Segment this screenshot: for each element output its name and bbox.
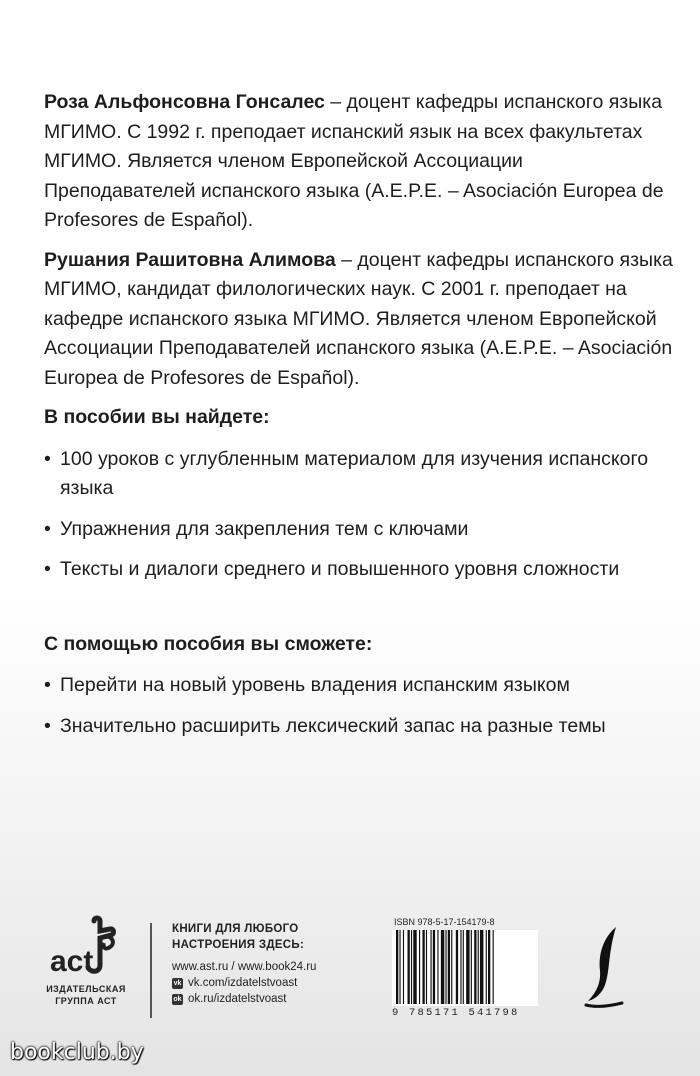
back-cover-text xyxy=(44,88,674,752)
publisher-links xyxy=(172,921,316,1007)
author-description: – доцент кафедры испанского языка МГИМО. С 1992 г. преподает испанский язык на всех факультетах МГИМО. Является членом Европейской Ассоциации Преподавателей испанского языка (A.E.P.E. – Asociación Europea de Profesores de Español). xyxy=(44,91,664,231)
logo-text: act xyxy=(50,945,94,978)
vk-link[interactable]: vk vk.com/izdatelstvoast xyxy=(173,977,298,989)
list-item: • Перейти на новый уровень владения испанским языком xyxy=(44,671,674,701)
vk-icon: vk xyxy=(173,979,182,987)
publisher-name: ИЗДАТЕЛЬСКАЯ ГРУППА АСТ xyxy=(46,984,126,1006)
ast-logo-icon xyxy=(42,915,130,981)
cover-footer xyxy=(0,915,700,1025)
list-item: • Упражнения для закрепления тем с ключами xyxy=(44,515,674,545)
section-heading-features: В пособии вы найдете: xyxy=(44,406,270,428)
barcode-bars xyxy=(392,930,538,1006)
quill-logo-icon xyxy=(582,923,628,1013)
section-heading-benefits: С помощью пособия вы сможете: xyxy=(44,632,373,655)
ok-icon: ok xyxy=(173,995,182,1003)
author-name: Рушания Рашитовна Алимова xyxy=(44,248,336,271)
author-bio-gonsales xyxy=(44,88,674,236)
benefits-list xyxy=(44,671,674,741)
author-description: – доцент кафедры испанского языка МГИМО, кандидат филологических наук. С 2001 г. преподает на кафедре испанского языка МГИМО. Является членом Европейской Ассоциации Преподавателей испанского языка (A.E.P.E. – Asociación Europea de Profesores de Español). xyxy=(44,248,673,389)
features-list xyxy=(44,445,674,585)
list-item: • 100 уроков с углубленным материалом для изучения испанского языка xyxy=(44,445,674,504)
isbn: ISBN 978-5-17-154179-8 xyxy=(394,917,495,927)
watermark: bookclub.by xyxy=(10,1040,144,1065)
list-item: • Значительно расширить лексический запас на разные темы xyxy=(44,712,674,742)
barcode xyxy=(392,917,540,1019)
slogan: КНИГИ ДЛЯ ЛЮБОГО НАСТРОЕНИЯ ЗДЕСЬ: xyxy=(172,923,305,951)
divider xyxy=(150,923,152,1018)
list-item: • Тексты и диалоги среднего и повышенного уровня сложности xyxy=(44,555,674,585)
barcode-digits: 9 785171 541798 xyxy=(392,1007,520,1019)
website-links[interactable]: www.ast.ru / www.book24.ru xyxy=(172,961,317,973)
ok-link[interactable]: ok ok.ru/izdatelstvoast xyxy=(173,993,287,1005)
author-bio-alimova xyxy=(44,246,674,394)
ast-logo xyxy=(36,915,136,1007)
author-name: Роза Альфонсовна Гонсалес xyxy=(44,91,325,113)
